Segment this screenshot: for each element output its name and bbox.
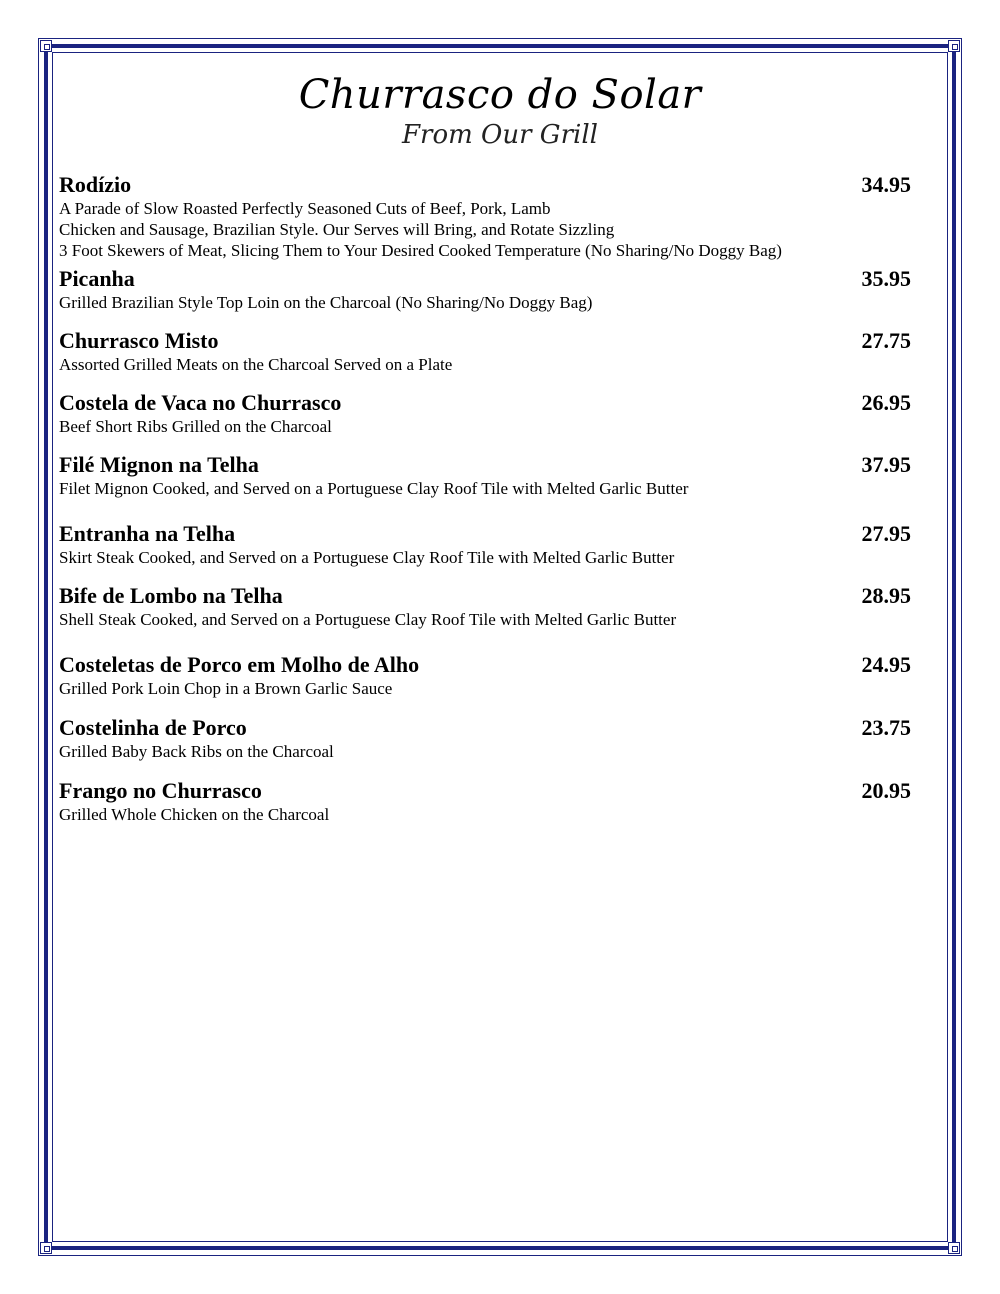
menu-item-price: 26.95 bbox=[861, 390, 911, 415]
menu-item bbox=[59, 778, 911, 825]
menu-item-description: Grilled Whole Chicken on the Charcoal bbox=[59, 805, 330, 824]
corner-ornament-bottom-left bbox=[40, 1242, 52, 1254]
menu-item bbox=[59, 390, 911, 437]
menu-item-price: 34.95 bbox=[861, 172, 911, 197]
menu-item-name: Rodízio bbox=[59, 172, 132, 197]
menu-item-name: Filé Mignon na Telha bbox=[59, 452, 259, 477]
menu-item bbox=[59, 652, 911, 699]
menu-item-price: 28.95 bbox=[861, 583, 911, 608]
menu-item-header bbox=[59, 521, 911, 547]
corner-ornament-top-left bbox=[40, 40, 52, 52]
menu-item-name: Costeletas de Porco em Molho de Alho bbox=[59, 652, 420, 677]
menu-item bbox=[59, 328, 911, 375]
menu-item-name: Frango no Churrasco bbox=[59, 778, 262, 803]
menu-item bbox=[59, 521, 911, 568]
menu-item-description: Filet Mignon Cooked, and Served on a Portuguese Clay Roof Tile with Melted Garlic Butter bbox=[59, 479, 689, 498]
corner-ornament-bottom-right bbox=[948, 1242, 960, 1254]
menu-item-header bbox=[59, 390, 911, 416]
menu-item-description: A Parade of Slow Roasted Perfectly Seasoned Cuts of Beef, Pork, Lamb bbox=[59, 199, 551, 218]
menu-item-description: Grilled Pork Loin Chop in a Brown Garlic Sauce bbox=[59, 679, 393, 698]
menu-item bbox=[59, 583, 911, 630]
menu-item-description: Skirt Steak Cooked, and Served on a Portuguese Clay Roof Tile with Melted Garlic Butter bbox=[59, 548, 675, 567]
menu-item-description: 3 Foot Skewers of Meat, Slicing Them to Your Desired Cooked Temperature (No Sharing/No Doggy Bag) bbox=[59, 241, 782, 260]
menu-item-name: Entranha na Telha bbox=[59, 521, 236, 546]
menu-item-price: 35.95 bbox=[861, 266, 911, 291]
menu-item-price: 24.95 bbox=[861, 652, 911, 677]
menu-subtitle: From Our Grill bbox=[402, 120, 598, 150]
menu-item bbox=[59, 172, 911, 261]
menu-item bbox=[59, 452, 911, 499]
corner-ornament-top-right bbox=[948, 40, 960, 52]
menu-item-price: 23.75 bbox=[861, 715, 911, 740]
menu-item-description: Beef Short Ribs Grilled on the Charcoal bbox=[59, 417, 332, 436]
menu-item-price: 20.95 bbox=[861, 778, 911, 803]
menu-item bbox=[59, 715, 911, 762]
menu-item-price: 27.75 bbox=[861, 328, 911, 353]
menu-title: Churrasco do Solar bbox=[298, 72, 702, 118]
menu-item-price: 27.95 bbox=[861, 521, 911, 546]
menu-item-description: Grilled Baby Back Ribs on the Charcoal bbox=[59, 742, 334, 761]
menu-item-name: Costelinha de Porco bbox=[59, 715, 247, 740]
menu-item-description: Grilled Brazilian Style Top Loin on the Charcoal (No Sharing/No Doggy Bag) bbox=[59, 293, 593, 312]
menu-item-header bbox=[59, 172, 911, 198]
menu-item-name: Churrasco Misto bbox=[59, 328, 219, 353]
menu-item-description: Chicken and Sausage, Brazilian Style. Our Serves will Bring, and Rotate Sizzling bbox=[59, 220, 615, 239]
menu-item-name: Picanha bbox=[59, 266, 135, 291]
menu-item-header bbox=[59, 452, 911, 478]
menu-item-description: Shell Steak Cooked, and Served on a Portuguese Clay Roof Tile with Melted Garlic Butter bbox=[59, 610, 677, 629]
menu-item bbox=[59, 266, 911, 313]
menu-item-header bbox=[59, 715, 911, 741]
menu-item-name: Bife de Lombo na Telha bbox=[59, 583, 283, 608]
menu-item-header bbox=[59, 778, 911, 804]
menu-item-header bbox=[59, 266, 911, 292]
menu-item-header bbox=[59, 652, 911, 678]
menu-item-header bbox=[59, 583, 911, 609]
menu-item-description: Assorted Grilled Meats on the Charcoal Served on a Plate bbox=[59, 355, 453, 374]
menu-item-header bbox=[59, 328, 911, 354]
menu-item-price: 37.95 bbox=[861, 452, 911, 477]
menu-item-name: Costela de Vaca no Churrasco bbox=[59, 390, 342, 415]
